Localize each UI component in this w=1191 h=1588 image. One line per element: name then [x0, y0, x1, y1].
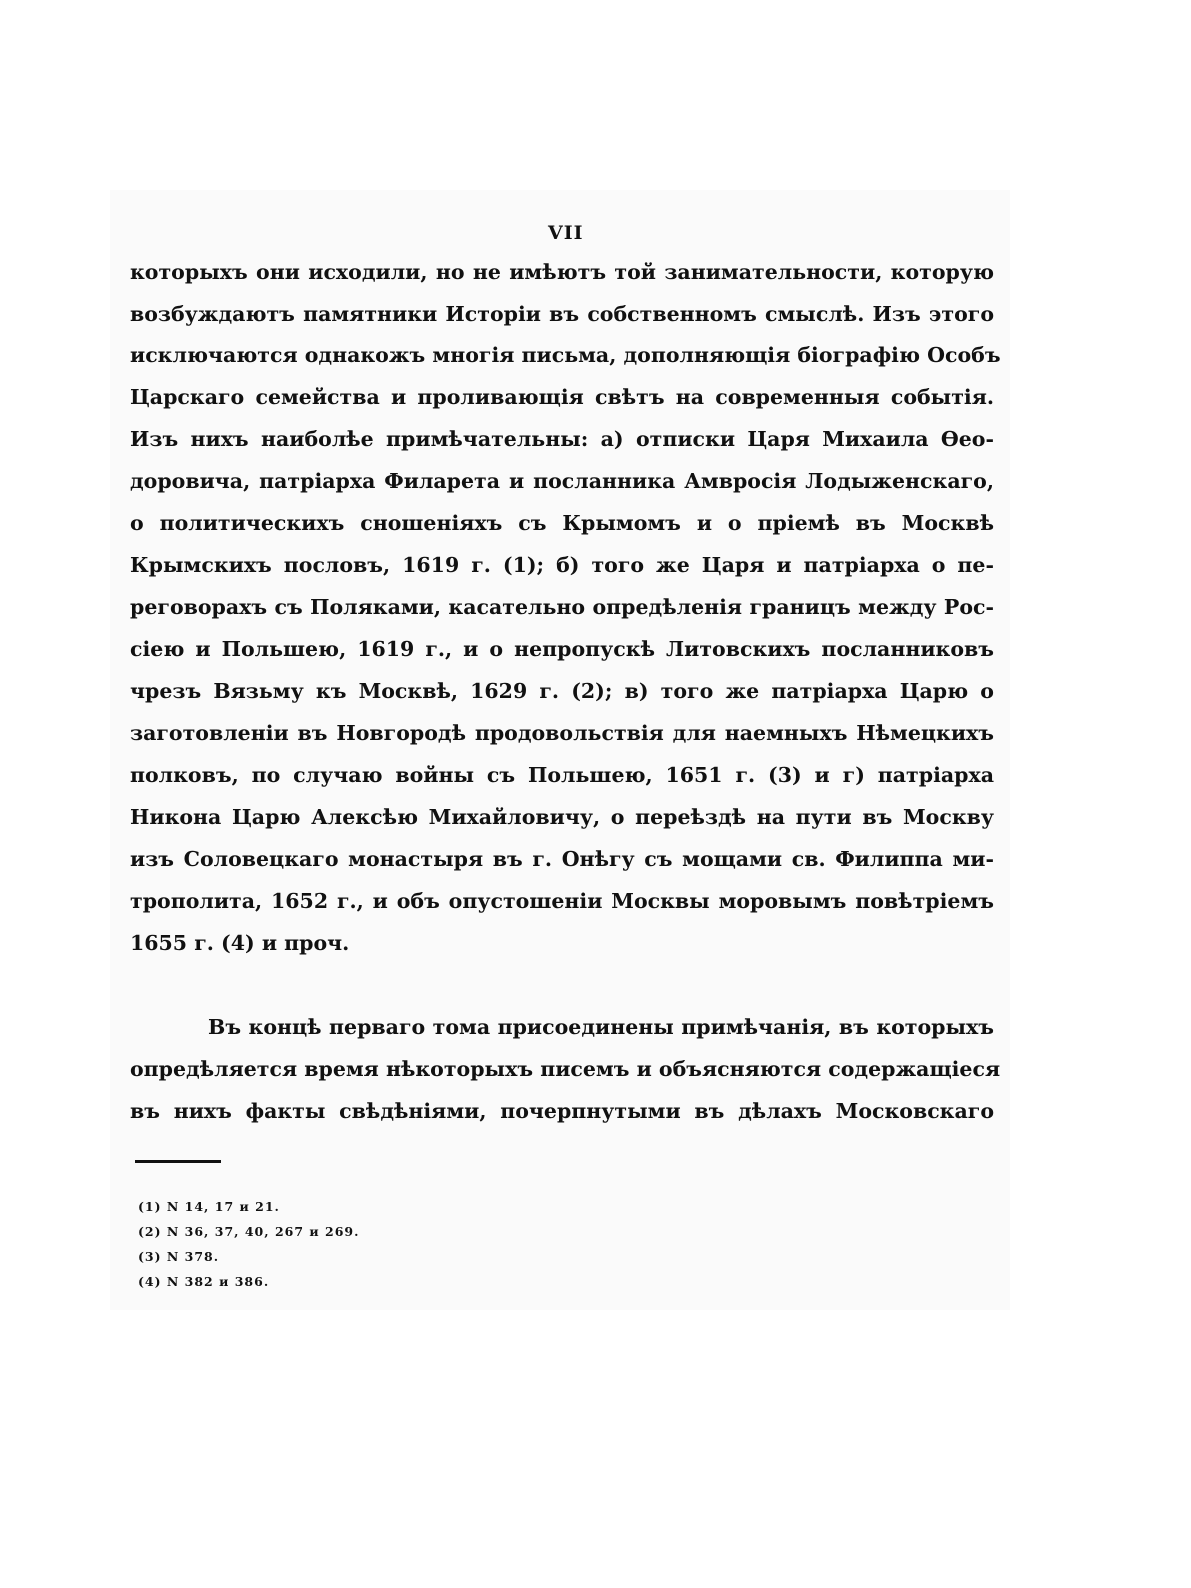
text-line: сіею и Польшею, 1619 г., и о непропускѣ Литовскихъ посланниковъ: [130, 637, 994, 661]
text-line: опредѣляется время нѣкоторыхъ писемъ и объясняются содержащіеся: [130, 1057, 1001, 1081]
text-line: 1655 г. (4) и проч.: [130, 931, 350, 955]
text-line: Царскаго семейства и проливающія свѣтъ на современныя событія.: [130, 385, 994, 409]
text-line: Изъ нихъ наиболѣе примѣчательны: а) отписки Царя Михаила Ѳео-: [130, 427, 994, 451]
text-line: о политическихъ сношеніяхъ съ Крымомъ и о пріемѣ въ Москвѣ: [130, 511, 994, 535]
text-line: въ нихъ факты свѣдѣніями, почерпнутыми въ дѣлахъ Московскаго: [130, 1099, 994, 1123]
text-line: которыхъ они исходили, но не имѣютъ той занимательности, которую: [130, 260, 994, 284]
footnote: (4) N 382 и 386.: [138, 1274, 270, 1289]
footnote: (2) N 36, 37, 40, 267 и 269.: [138, 1224, 360, 1239]
text-line: доровича, патріарха Филарета и посланника Амвросія Лодыженскаго,: [130, 469, 994, 493]
text-line: полковъ, по случаю войны съ Польшею, 1651 г. (3) и г) патріарха: [130, 763, 994, 787]
text-line: Никона Царю Алексѣю Михайловичу, о переѣздѣ на пути въ Москву: [130, 805, 994, 829]
text-line: чрезъ Вязьму къ Москвѣ, 1629 г. (2); в) того же патріарха Царю о: [130, 679, 994, 703]
text-line: исключаются однакожъ многія письма, дополняющія біографію Особъ: [130, 343, 1001, 367]
text-line: трополита, 1652 г., и объ опустошеніи Москвы моровымъ повѣтріемъ: [130, 889, 994, 913]
footnote: (3) N 378.: [138, 1249, 220, 1264]
footnote-separator: [135, 1160, 221, 1163]
footnote: (1) N 14, 17 и 21.: [138, 1199, 280, 1214]
text-line: заготовленіи въ Новгородѣ продовольствія для наемныхъ Нѣмецкихъ: [130, 721, 994, 745]
text-line: Крымскихъ пословъ, 1619 г. (1); б) того же Царя и патріарха о пе-: [130, 553, 994, 577]
text-line: изъ Соловецкаго монастыря въ г. Онѣгу съ мощами св. Филиппа ми-: [130, 847, 994, 871]
text-line: реговорахъ съ Поляками, касательно опредѣленія границъ между Рос-: [130, 595, 994, 619]
text-line: возбуждаютъ памятники Исторіи въ собственномъ смыслѣ. Изъ этого: [130, 302, 994, 326]
page-number: VII: [548, 222, 584, 244]
text-line: Въ концѣ перваго тома присоединены примѣчанія, въ которыхъ: [208, 1015, 994, 1039]
